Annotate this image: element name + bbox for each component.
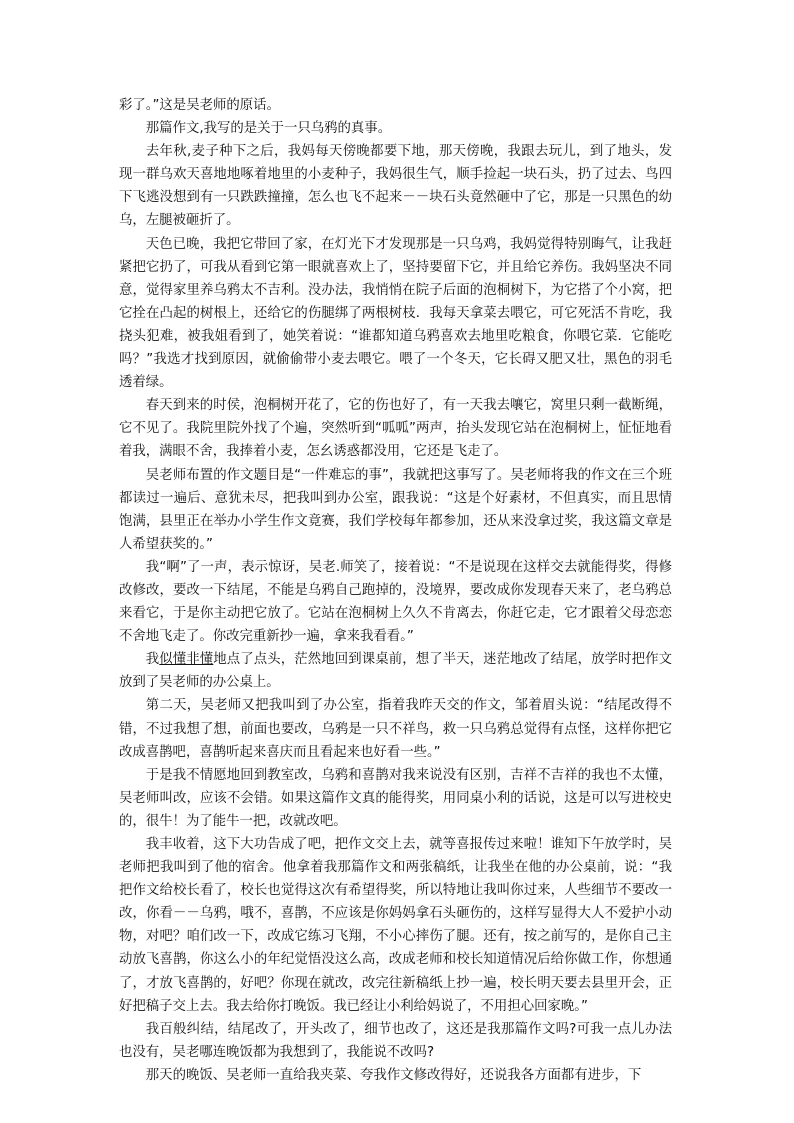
paragraph-6: 我“啊”了一声，表示惊讶，吴老.师笑了，接着说：“不是说现在这样交去就能得奖，得修改修改，要改一下结尾，不能是乌鸦自己跑掉的，没境界，要改成你发现春天来了，老乌鸦总来看它，于是你主动把它放了。它站在泡桐树上久久不肯离去，你赶它走，它才跟着父母恋恋不舍地飞走了。你改完重新抄一遍，拿来我看看。”: [119, 559, 672, 645]
paragraph-4: 春天到来的时侯，泡桐树开花了，它的伤也好了，有一天我去嚷它，窝里只剩一截断绳，它不见了。我院里院外找了个遍，突然听到“呱呱”两声，抬头发现它站在泡桐树上，怔怔地看着我，满眼不舍，我捧着小麦，怎幺诱惑都没用，它还是飞走了。: [119, 398, 672, 460]
paragraph-5: 吴老师布置的作文题目是“一件难忘的事”，我就把这事写了。吴老师将我的作文在三个班都读过一遍后、意犹未尽，把我叫到办公室，跟我说：“这是个好素材，不但真实，而且思情饱满，县里正在举办小学生作文竟赛，我们学校每年都参加，还从来没拿过奖，我这篇文章是人希望获奖的。”: [119, 467, 672, 552]
paragraph-7: [119, 648, 672, 694]
paragraph-8: 第二天，吴老师又把我叫到了办公室，指着我昨天交的作文，邹着眉头说：“结尾改得不错，不过我想了想，前面也要改，乌鸦是一只不祥鸟，救一只乌鸦总觉得有点怪，这样你把它改成喜鹊吧，喜鹊听起来喜庆而且看起来也好看一些。”: [119, 698, 672, 760]
paragraph-11: 我百般纠结，结尾改了，开头改了，细节也改了，这还是我那篇作文吗?可我一点儿办法也没有，吴老哪连晚饭都为我想到了，我能说不改吗?: [119, 1021, 672, 1060]
paragraph-9: 于是我不情愿地回到教室改，乌鸦和喜鹊对我来说没有区别，吉祥不吉祥的我也不太懂，吴老师叫改，应该不会错。如果这篇作文真的能得奖，用同桌小利的话说，这是可以写进校史的，很牛！为了能牛一把，改就改吧。: [119, 767, 672, 829]
underlined-phrase: 似懂非懂: [159, 652, 214, 668]
paragraph-1: 那篇作文,我写的是关于一只乌鸦的真事。: [145, 121, 392, 137]
paragraph-12: 那天的晚饭、吴老师一直给我夹菜、夸我作文修改得好，还说我各方面都有进步，下: [145, 1067, 642, 1083]
paragraph-0: 彩了。”这是吴老师的原话。: [119, 98, 280, 113]
paragraph-2: 去年秋,麦子种下之后，我妈每天傍晚都要下地，那天傍晚，我跟去玩儿，到了地头，发现一群乌欢天喜地地啄着地里的小麦种子，我妈很生气，顺手捡起一块石头，扔了过去、鸟四下飞逃没想到有一只跌跌撞撞，怎么也飞不起来－－块石头竟然砸中了它，那是一只黑色的幼乌，左腿被砸折了。: [119, 144, 672, 229]
paragraph-7-post: 地点了点头，茫然地回到课桌前，想了半天，迷茫地改了结尾，放学时把作文放到了吴老师的办公桌上。: [119, 652, 673, 691]
paragraph-10: 我丰收着，这下大功告成了吧，把作文交上去，就等喜报传过来啦！谁知下午放学时，吴老师把我叫到了他的宿舍。他拿着我那篇作文和两张稿纸，让我坐在他的办公桌前，说：“我把作文给校长看了，校长也觉得这次有希望得奖，所以特地让我叫你过来，人些细节不要改一改，你看－－乌鸦，哦不，喜鹊，不应该是你妈妈拿石头砸伤的，这样写显得大人不爱护小动物，对吧？咱们改一下，改成它练习飞翔，不小心摔伤了腿。还有，按之前写的，是你自己主动放飞喜鹊，你这么小的年纪觉悟没这么高，改成老师和校长知道情况后给你做工作，你想通了，才放飞喜鹊的，好吧？你现在就改，改完往新稿纸上抄一遍，校长明天要去县里开会，正好把稿子交上去。我去给你打晚饭。我已经让小利给妈说了，不用担心回家晚。”: [119, 837, 672, 1014]
document-page: [119, 94, 672, 1087]
paragraph-3: 天色已晚，我把它带回了家，在灯光下才发现那是一只乌鸡，我妈觉得特别晦气，让我赶紧把它扔了，可我从看到它第一眼就喜欢上了，坚持要留下它，并且给它养伤。我妈坚决不同意，觉得家里养乌鸦太不吉利。没办法，我悄悄在院子后面的泡桐树下，为它搭了个小窝，把它拴在凸起的树根上，还给它的伤腿绑了两根树枝．我每天拿菜去喂它，可它死活不肯吃，我挠头犯难，被我姐看到了，她笑着说：“谁都知道乌鸦喜欢去地里吃粮食，你喂它菜．它能吃吗？”我选才找到原因，就偷偷带小麦去喂它。喂了一个冬天，它长碍又肥又壮，黑色的羽毛透着绿。: [119, 236, 672, 391]
paragraph-7-pre: 我: [145, 652, 160, 668]
